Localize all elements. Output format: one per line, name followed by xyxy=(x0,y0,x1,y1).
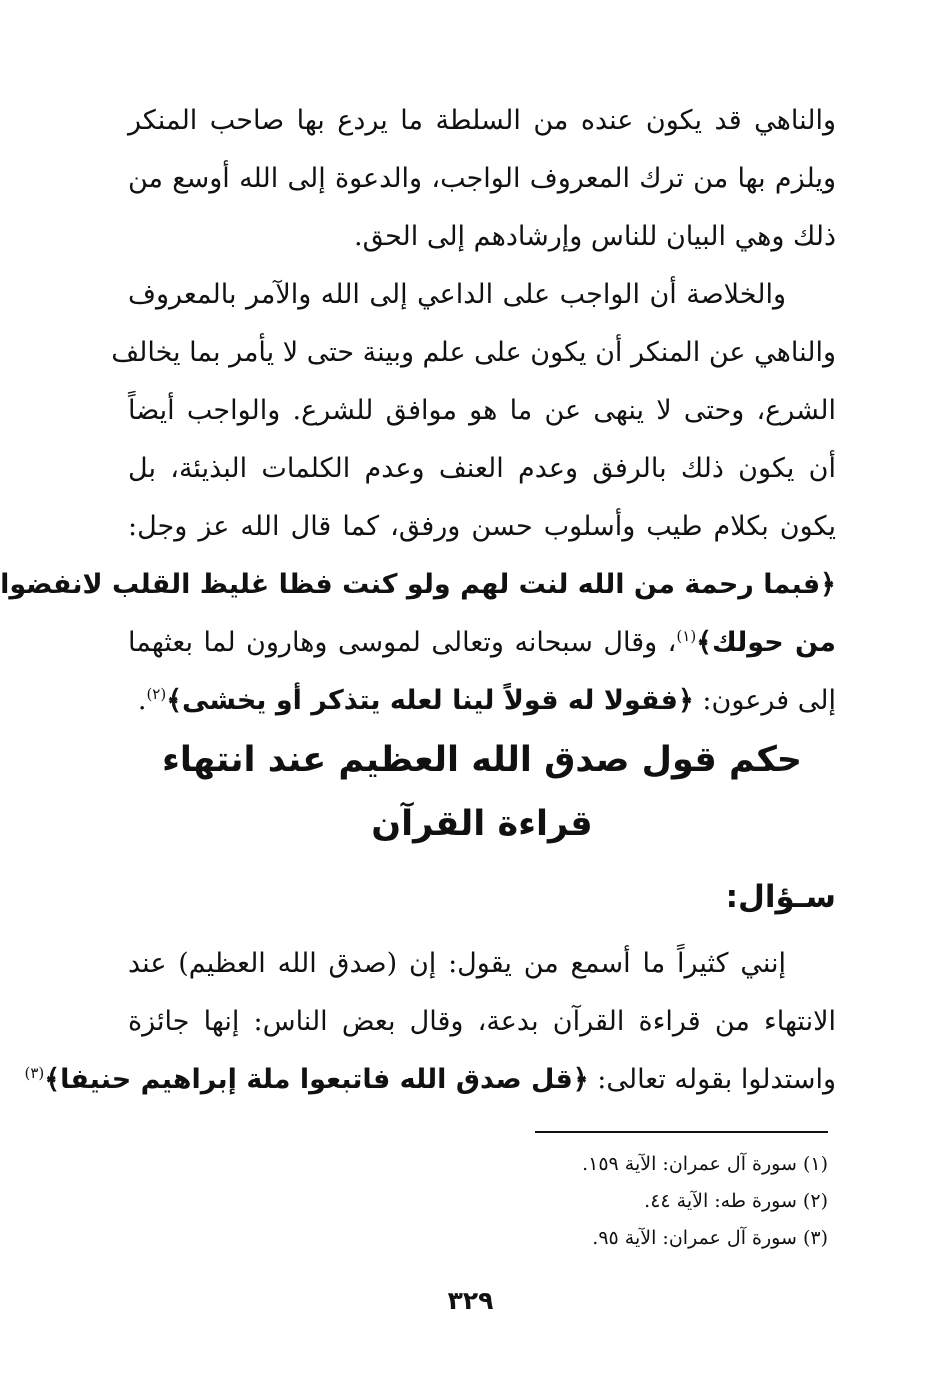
heading-line: حكم قول صدق الله العظيم عند انتهاء xyxy=(161,740,803,780)
paragraph-text: واستدلوا بقوله تعالى: xyxy=(588,1064,836,1095)
footnote-ref: (٢) xyxy=(146,685,167,703)
paragraph-line: والخلاصة أن الواجب على الداعي إلى الله والآمر بالمعروف xyxy=(128,279,786,310)
footnotes xyxy=(582,1146,828,1257)
footnote-ref: (٣) xyxy=(24,1064,45,1082)
paragraph-1 xyxy=(128,92,836,266)
quran-verse: من حولك﴾ xyxy=(696,627,836,658)
paragraph-line xyxy=(24,1051,836,1109)
quran-verse: ﴿فقولا له قولاً لينا لعله يتذكر أو يخشى﴾ xyxy=(166,685,694,716)
paragraph-text: إلى فرعون: xyxy=(693,685,836,716)
question-label: سـؤال: xyxy=(725,879,836,915)
quran-verse: ﴿فبما رحمة من الله لنت لهم ولو كنت فظا غليظ القلب لانفضوا xyxy=(0,569,836,600)
paragraph-line: ذلك وهي البيان للناس وإرشادهم إلى الحق. xyxy=(353,221,836,252)
paragraph-2 xyxy=(0,266,836,730)
paragraph-line: والناهي قد يكون عنده من السلطة ما يردع بها صاحب المنكر xyxy=(128,105,836,136)
paragraph-line: ويلزم بها من ترك المعروف الواجب، والدعوة إلى الله أوسع من xyxy=(128,163,836,194)
page-number: ٣٢٩ xyxy=(447,1286,494,1315)
paragraph-line xyxy=(128,614,836,672)
quran-verse: ﴿قل صدق الله فاتبعوا ملة إبراهيم حنيفا﴾ xyxy=(44,1064,589,1095)
paragraph-line: يكون بكلام طيب وأسلوب حسن ورفق، كما قال الله عز وجل: xyxy=(128,511,836,542)
section-heading xyxy=(128,728,836,856)
footnote-ref: (١) xyxy=(676,627,697,645)
footnote-divider xyxy=(535,1131,828,1133)
footnote-item: (٢) سورة طه: الآية ٤٤. xyxy=(644,1190,828,1212)
question-paragraph xyxy=(24,935,836,1109)
heading-line: قراءة القرآن xyxy=(371,804,593,844)
paragraph-line: الانتهاء من قراءة القرآن بدعة، وقال بعض الناس: إنها جائزة xyxy=(128,1006,836,1037)
paragraph-line: الشرع، وحتى لا ينهى عن ما هو موافق للشرع. والواجب أيضاً xyxy=(128,395,836,426)
paragraph-line: والناهي عن المنكر أن يكون على علم وبينة حتى لا يأمر بما يخالف xyxy=(111,337,836,368)
paragraph-line: إنني كثيراً ما أسمع من يقول: إن (صدق الله العظيم) عند xyxy=(128,948,786,979)
paragraph-text: . xyxy=(137,685,147,716)
paragraph-text: ، وقال سبحانه وتعالى لموسى وهارون لما بعثهما xyxy=(128,627,677,658)
paragraph-line: أن يكون ذلك بالرفق وعدم العنف وعدم الكلمات البذيئة، بل xyxy=(128,453,836,484)
footnote-item: (٣) سورة آل عمران: الآية ٩٥. xyxy=(592,1227,828,1249)
footnote-item: (١) سورة آل عمران: الآية ١٥٩. xyxy=(582,1153,828,1175)
paragraph-line xyxy=(128,672,836,730)
